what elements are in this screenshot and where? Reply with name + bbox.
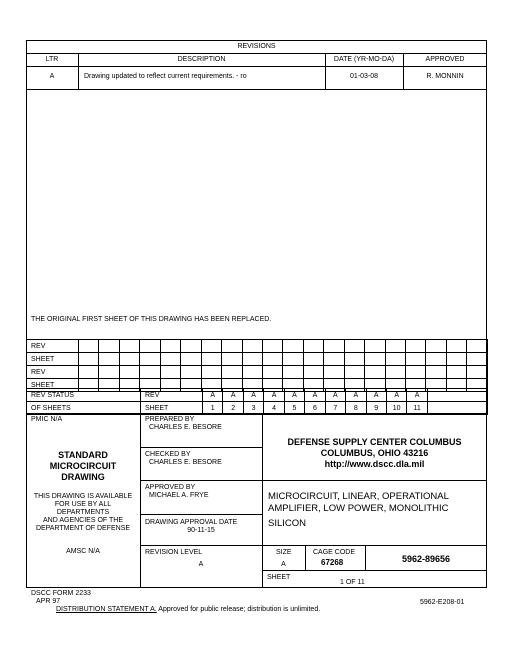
rev-value: A: [305, 389, 325, 402]
revision-level: A: [198, 561, 204, 568]
sheet-number: 4: [264, 402, 284, 415]
rev-row: [27, 366, 488, 379]
standard-line: DRAWING: [61, 472, 105, 482]
sheet-number: 10: [386, 402, 406, 415]
revision-ltr: A: [49, 73, 55, 80]
sheet-number: 5: [284, 402, 304, 415]
form-date: APR 97: [36, 598, 61, 605]
distribution-statement: [56, 606, 320, 614]
amsc: AMSC N/A: [66, 548, 100, 555]
agency-line: COLUMBUS, OHIO 43216: [320, 448, 429, 458]
title-block-top: [26, 413, 487, 414]
title-block-divider: [140, 545, 487, 546]
availability-line: FOR USE BY ALL: [54, 501, 112, 508]
sheet-number: 1: [203, 402, 223, 415]
rev-status-row: [27, 389, 488, 402]
rev-sheet-grid: [26, 339, 488, 392]
sheet-label: SHEET: [267, 574, 291, 581]
rev-value: A: [243, 389, 263, 402]
revisions-title-divider: [26, 53, 487, 54]
agency-url: http://www.dscc.dla.mil: [324, 459, 425, 469]
header-ltr: LTR: [45, 56, 59, 63]
availability-line: DEPARTMENT OF DEFENSE: [35, 525, 131, 532]
header-approved: APPROVED: [425, 56, 465, 63]
distribution-label: DISTRIBUTION STATEMENT A.: [56, 606, 157, 613]
size-value: A: [281, 561, 286, 568]
title-block-divider: [140, 514, 262, 515]
rev-label: REV: [27, 340, 79, 353]
sheet-number: 6: [305, 402, 325, 415]
sheet-number: 11: [407, 402, 427, 415]
approved-by: MICHAEL A. FRYE: [149, 492, 209, 499]
rev-status-label: REV STATUS: [27, 389, 141, 402]
title-block-divider: [140, 480, 487, 481]
revisions-title: REVISIONS: [237, 43, 276, 50]
replaced-note: THE ORIGINAL FIRST SHEET OF THIS DRAWING HAS BEEN REPLACED.: [31, 316, 272, 323]
title-block-divider: [140, 447, 262, 448]
availability-line: DEPARTMENTS: [56, 509, 110, 516]
header-date: DATE (YR-MO-DA): [333, 56, 395, 63]
rev-value: A: [386, 389, 406, 402]
rev-row: [27, 340, 488, 353]
drawing-title-line: SILICON: [268, 518, 307, 529]
sheet-number: 9: [366, 402, 386, 415]
rev-label: REV: [27, 366, 79, 379]
rev-value: A: [407, 389, 427, 402]
agency-line: DEFENSE SUPPLY CENTER COLUMBUS: [287, 437, 462, 447]
approved-by-label: APPROVED BY: [145, 484, 196, 491]
distribution-text: Approved for public release; distribution is unlimited.: [156, 606, 321, 613]
sheet-of: 1 OF 11: [340, 579, 365, 586]
checked-by: CHARLES E. BESORE: [149, 459, 222, 466]
approval-date: 90-11-15: [187, 527, 215, 534]
standard-line: STANDARD: [58, 450, 108, 460]
document-code: 5962-E208-01: [420, 599, 465, 606]
size-label: SIZE: [276, 549, 292, 556]
form-number: DSCC FORM 2233: [31, 590, 91, 597]
rev-value: A: [223, 389, 243, 402]
header-description: DESCRIPTION: [177, 56, 226, 63]
cage-code: 67268: [321, 558, 344, 567]
prepared-by-label: PREPARED BY: [145, 416, 195, 423]
of-sheets-label: OF SHEETS: [27, 402, 141, 415]
sheet-label: SHEET: [27, 353, 79, 366]
revision-description: Drawing updated to reflect current requirements. - ro: [84, 73, 247, 80]
revisions-row-divider: [26, 89, 487, 90]
standard-line: MICROCIRCUIT: [49, 461, 117, 471]
cage-code-label: CAGE CODE: [313, 549, 356, 556]
revisions-header-divider: [26, 66, 487, 67]
rev-value: A: [264, 389, 284, 402]
prepared-by: CHARLES E. BESORE: [149, 424, 222, 431]
title-block-divider: [262, 570, 487, 571]
title-block-divider: [305, 545, 306, 570]
sheet-row: [27, 353, 488, 366]
sheet-number: 8: [346, 402, 366, 415]
rev-value: A: [284, 389, 304, 402]
availability-line: THIS DRAWING IS AVAILABLE: [33, 493, 133, 500]
sheet-label: SHEET: [27, 379, 79, 392]
revision-approved: R. MONNIN: [426, 73, 464, 80]
drawing-title-line: AMPLIFIER, LOW POWER, MONOLITHIC: [268, 503, 449, 514]
drawing-number: 5962-89656: [401, 554, 451, 564]
rev-value: A: [203, 389, 223, 402]
rev-value: A: [346, 389, 366, 402]
rev-sub-label: REV: [141, 389, 203, 402]
approval-date-label: DRAWING APPROVAL DATE: [145, 519, 238, 526]
sheet-number: 3: [243, 402, 263, 415]
rev-status-grid: [26, 388, 488, 415]
rev-value: A: [325, 389, 345, 402]
sheet-number: 2: [223, 402, 243, 415]
checked-by-label: CHECKED BY: [145, 451, 191, 458]
sheet-number: 7: [325, 402, 345, 415]
drawing-title-line: MICROCIRCUIT, LINEAR, OPERATIONAL: [268, 491, 449, 502]
availability-line: AND AGENCIES OF THE: [43, 517, 123, 524]
sheet-sub-label: SHEET: [141, 402, 203, 415]
pmic: PMIC N/A: [31, 416, 63, 423]
revision-date: 01-03-08: [349, 73, 379, 80]
revision-level-label: REVISION LEVEL: [145, 549, 203, 556]
rev-value: A: [366, 389, 386, 402]
